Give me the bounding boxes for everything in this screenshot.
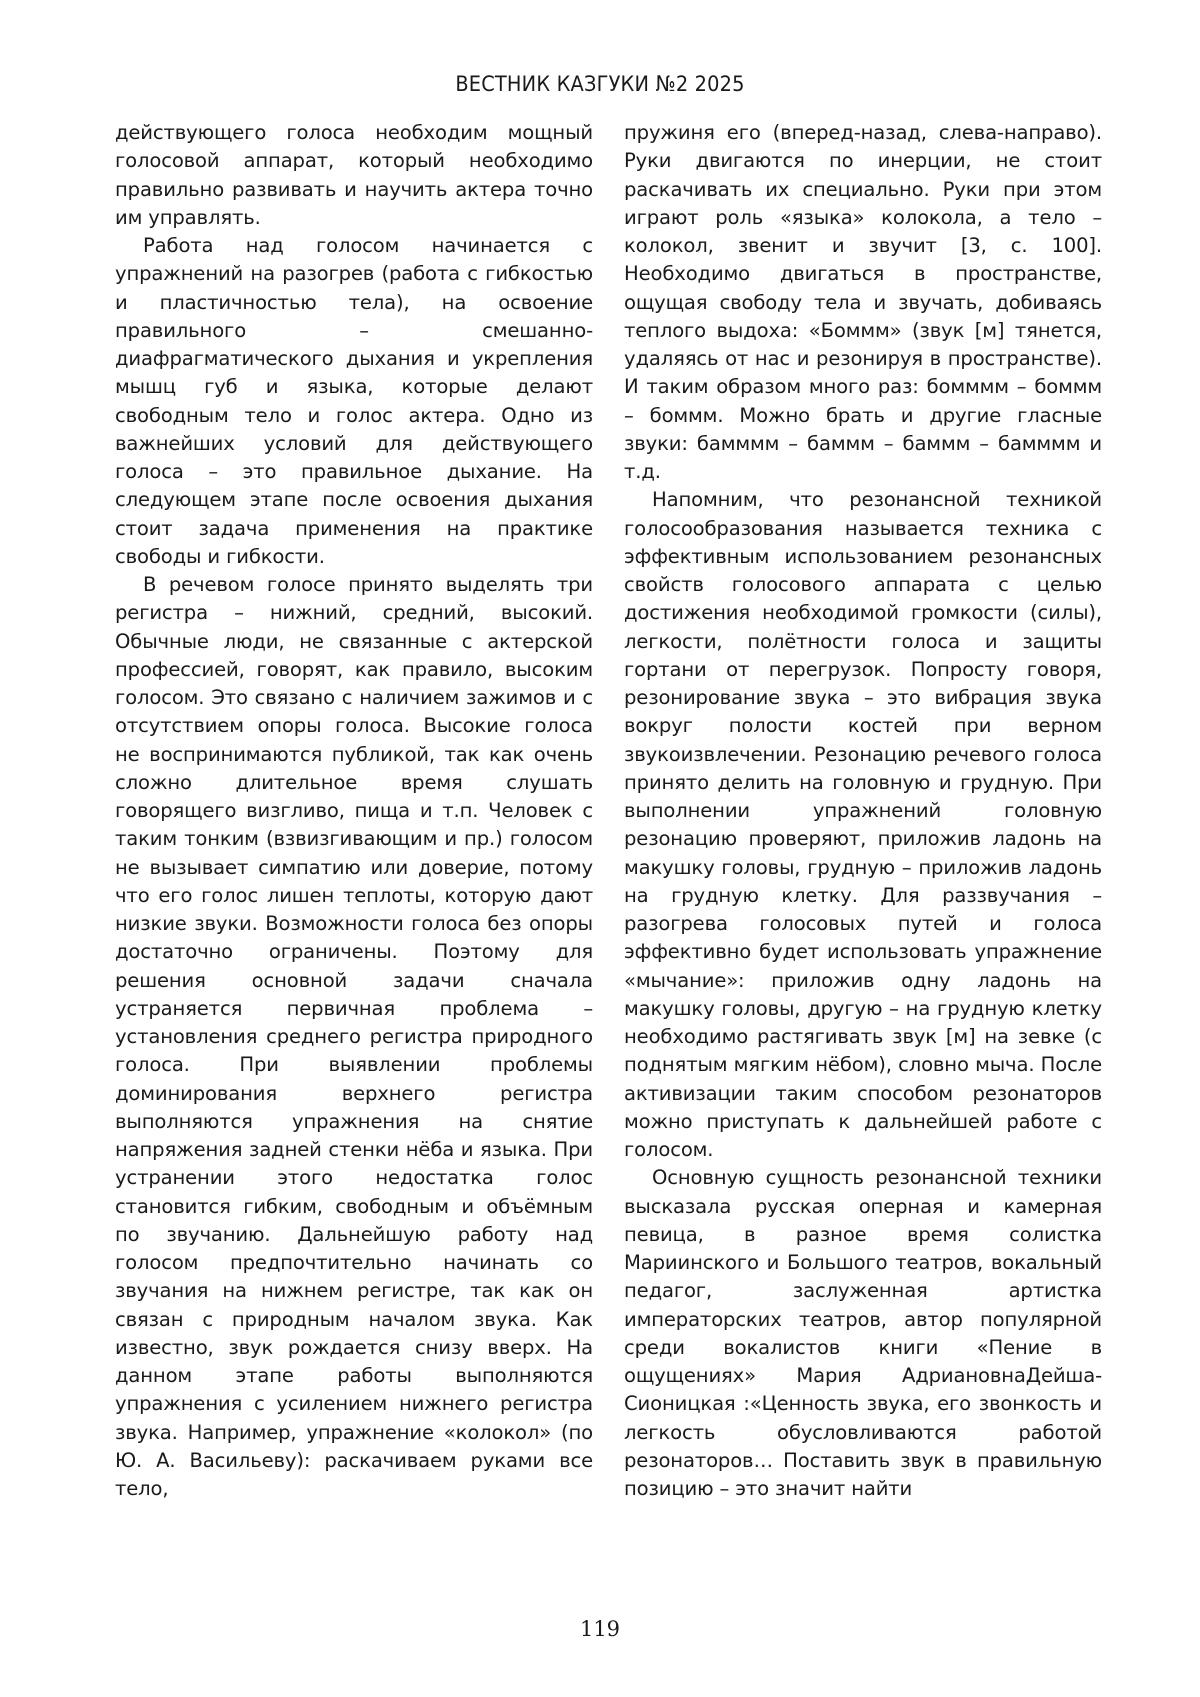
left-column bbox=[115, 119, 593, 1503]
paragraph: В речевом голосе принято выделять три регистра – нижний, средний, высокий. Обычные люди, не связанные с актерской профессией, говорят, как правило, высоким голосом. Это связано с наличием зажимов и с отсутствием опоры голоса. Высокие голоса не воспринимаются публикой, так как очень сложно длительное время слушать говорящего визгливо, пища и т.п. Человек с таким тонким (взвизгивающим и пр.) голосом не вызывает симпатию или доверие, потому что его голос лишен теплоты, которую дают низкие звуки. Возможности голоса без опоры достаточно ограничены. Поэтому для решения основной задачи сначала устраняется первичная проблема – установления среднего регистра природного голоса. При выявлении проблемы доминирования верхнего регистра выполняются упражнения на снятие напряжения задней стенки нёба и языка. При устранении этого недостатка голос становится гибким, свободным и объёмным по звучанию. Дальнейшую работу над голосом предпочтительно начинать со звучания на нижнем регистре, так как он связан с природным началом звука. Как известно, звук рождается снизу вверх. На данном этапе работы выполняются упражнения с усилением нижнего регистра звука. Например, упражнение «колокол» (по Ю. А. Васильеву): раскачиваем руками все тело, bbox=[115, 573, 593, 1500]
paragraph: Работа над голосом начинается с упражнений на разогрев (работа с гибкостью и пластичностью тела), на освоение правильного – смешанно-диафрагматического дыхания и укрепления мышц губ и языка, которые делают свободным тело и голос актера. Одно из важнейших условий для действующего голоса – это правильное дыхание. На следующем этапе после освоения дыхания стоит задача применения на практике свободы и гибкости. bbox=[115, 234, 593, 568]
paragraph: действующего голоса необходим мощный голосовой аппарат, который необходимо правильно развивать и научить актера точно им управлять. bbox=[115, 121, 593, 229]
running-header: ВЕСТНИК КАЗГУКИ №2 2025 bbox=[455, 72, 745, 97]
paragraph: пружиня его (вперед-назад, слева-направо). Руки двигаются по инерции, не стоит раскачивать их специально. Руки при этом играют роль «языка» колокола, а тело – колокол, звенит и звучит [3, с. 100]. Необходимо двигаться в пространстве, ощущая свободу тела и звучать, добиваясь теплого выдоха: «Боммм» (звук [м] тянется, удаляясь от нас и резонируя в пространстве). И таким образом много раз: бомммм – боммм – боммм. Можно брать и другие гласные звуки: бамммм – баммм – баммм – бамммм и т.д. bbox=[624, 121, 1102, 483]
right-column bbox=[624, 119, 1102, 1503]
page-number: 119 bbox=[579, 1617, 621, 1641]
paragraph: Напомним, что резонансной техникой голосообразования называется техника с эффективным использованием резонансных свойств голосового аппарата с целью достижения необходимой громкости (силы), легкости, полётности голоса и защиты гортани от перегрузок. Попросту говоря, резонирование звука – это вибрация звука вокруг полости костей при верном звукоизвлечении. Резонацию речевого голоса принято делить на головную и грудную. При выполнении упражнений головную резонацию проверяют, приложив ладонь на макушку головы, грудную – приложив ладонь на грудную клетку. Для раззвучания – разогрева голосовых путей и голоса эффективно будет использовать упражнение «мычание»: приложив одну ладонь на макушку головы, другую – на грудную клетку необходимо растягивать звук [м] на зевке (с поднятым мягким нёбом), словно мыча. После активизации таким способом резонаторов можно приступать к дальнейшей работе с голосом. bbox=[624, 488, 1102, 1161]
paragraph: Основную сущность резонансной техники высказала русская оперная и камерная певица, в разное время солистка Мариинского и Большого театров, вокальный педагог, заслуженная артистка императорских театров, автор популярной среди вокалистов книги «Пение в ощущениях» Мария АдриановнаДейша-Сионицкая :«Ценность звука, его звонкость и легкость обусловливаются работой резонаторов… Поставить звук в правильную позицию – это значит найти bbox=[624, 1166, 1102, 1500]
